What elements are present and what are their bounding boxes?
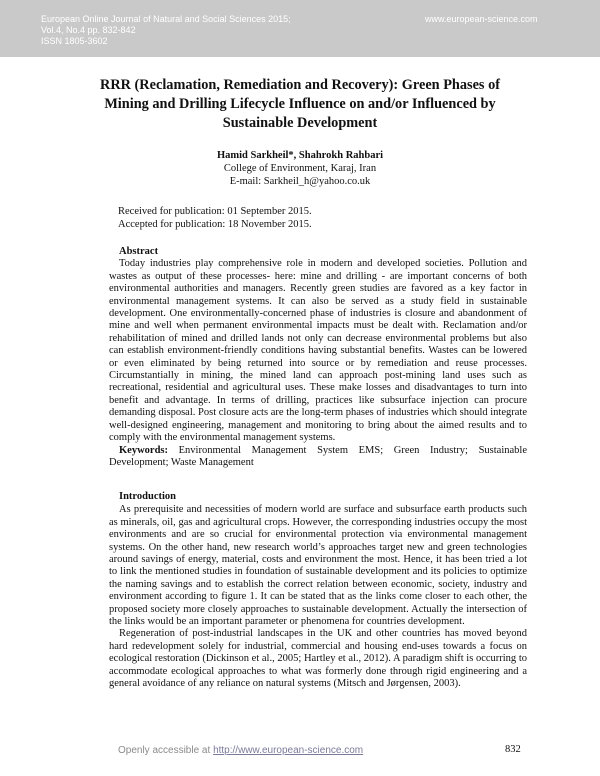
- abstract-heading: Abstract: [119, 246, 159, 257]
- journal-name: European Online Journal of Natural and Social Sciences 2015;: [41, 14, 291, 24]
- journal-issn: ISSN 1805-3602: [41, 36, 108, 46]
- journal-website: www.european-science.com: [425, 14, 538, 24]
- author-block: [160, 149, 440, 188]
- affiliation: College of Environment, Karaj, Iran: [223, 163, 377, 174]
- received-date: Received for publication: 01 September 2015.: [118, 206, 312, 217]
- author-names: Hamid Sarkheil*, Shahrokh Rahbari: [216, 150, 384, 161]
- author-email: E-mail: Sarkheil_h@yahoo.co.uk: [229, 176, 371, 187]
- journal-volume: Vol.4, No.4 pp. 832-842: [41, 25, 136, 35]
- journal-header-banner: [0, 0, 600, 57]
- introduction-section: [109, 491, 527, 691]
- article-title: RRR (Reclamation, Remediation and Recovery): Green Phases of Mining and Drilling Lifecycle Influence on and/or Influenced by Sustainable Development: [100, 77, 500, 131]
- publication-dates: [118, 205, 478, 231]
- abstract-section: [109, 246, 527, 469]
- page-number: 832: [505, 744, 521, 755]
- access-text: Openly accessible at: [118, 745, 214, 756]
- journal-info: [41, 14, 291, 47]
- intro-paragraph-1: As prerequisite and necessities of modern world are surface and subsurface earth products such as minerals, oil, gas and agricultural crops. However, the corresponding industries occupy the most environments and are so crucial for environmental protection via environmental management systems. On the other hand, new research world’s approaches target new and green technologies around savings of energy, material, costs and environment the most. Hence, it has been tried a lot to link the mentioned studies in foundation of sustainable development and its policies to optimize the naming savings and to establish the correct relation between economic, society, industry and environment according to figure 1. It can be stated that as the links come closer to each other, the proposed society more closely approaches to sustainable development. Actually the intersection of the links would be an important parameter or phenomena for countries development.: [109, 504, 527, 628]
- keywords-label: Keywords:: [119, 444, 168, 456]
- intro-paragraph-2: Regeneration of post-industrial landscapes in the UK and other countries has moved beyond hard redevelopment solely for industrial, commercial and housing end-uses towards a focus on ecological restoration (Dickinson et al., 2005; Hartley et al., 2012). A paradigm shift is occurring to accommodate ecological approaches to what was formerly done through rigid engineering and a general avoidance of any reliance on natural systems (Mitsch and Jørgensen, 2003).: [109, 628, 527, 690]
- page-footer: [0, 745, 600, 761]
- abstract-text: Today industries play comprehensive role in modern and developed societies. Pollution and wastes as output of these processes- here: mine and drilling - are important concerns of both environmental authorities and managers. Recently green studies are favored as a key factor in environmental management systems. It can also be served as a study field in sustainable development. One environmentally-concerned phase of industries is closure and abandonment of mine and well when permanent environmental impacts must be dealt with. Reclamation and/or rehabilitation of mined and drilled lands not only can decrease environmental problems but also can establish environment-friendly conditions having substantial benefits. Wastes can be lowered or even eliminated by being returned into source or by remediation and reuse processes. Circumstantially in mining, the mined land can approach post-mining land uses such as recreational, residential and agricultural uses. These make losses and disadvantages to turn into benefit and advantage. In terms of drilling, practices like subsurface injection can procure demanding disposal. Post closure acts are the long-term phases of industries which should integrate well-designed engineering, management and monitoring to bring about the aimed results and to comply with the environmental management systems.: [109, 258, 527, 444]
- accepted-date: Accepted for publication: 18 November 2015.: [118, 219, 312, 230]
- access-line: [118, 745, 363, 756]
- journal-link[interactable]: http://www.european-science.com: [213, 745, 364, 756]
- keywords-text: Environmental Management System EMS; Green Industry; Sustainable Development; Waste Management: [109, 444, 527, 468]
- keywords-line: [109, 445, 527, 470]
- introduction-heading: Introduction: [119, 491, 176, 502]
